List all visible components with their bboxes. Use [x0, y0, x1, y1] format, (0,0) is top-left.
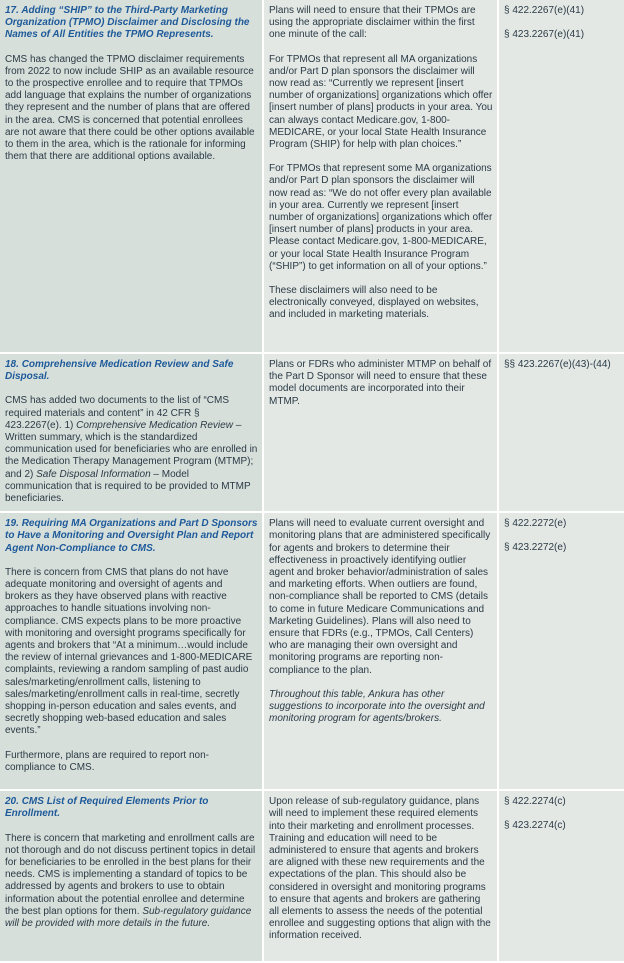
requirement-cell	[0, 791, 262, 961]
citation: § 423.2272(e)	[504, 542, 567, 554]
action-text: Plans will need to ensure that their TPMOs are using the appropriate disclaimer within the first one minute of the call:	[269, 5, 476, 41]
action-text: Plans will need to evaluate current oversight and monitoring plans that are administered specifically for agents and brokers to determine their effectiveness in proactively identifying outlier agent and broker behavior/administration of sales and marketing efforts. When outliers are found, non-compliance shall be reported to CMS (details to come in future Medicare Communications and Marketing Guidelines). Plans will also need to ensure that FDRs (e.g., TPMOs, Call Centers) who are managing their own oversight and monitoring programs are reporting non-compliance to the plan.	[269, 518, 491, 676]
action-text: For TPMOs that represent all MA organizations and/or Part D plan sponsors the disclaimer will now read as: “Currently we represent [insert number of organizations] organizations which offer [insert number of plans] products in your area. You can always contact Medicare.gov, 1-800-MEDICARE, or your local State Health Insurance Program (SHIP) for help with plan choices.”	[269, 53, 493, 151]
requirement-cell	[0, 513, 262, 789]
requirement-cell	[0, 0, 262, 352]
action-note: Throughout this table, Ankura has other suggestions to incorporate into the oversight and monitoring program for agents/brokers.	[269, 688, 485, 725]
action-cell	[264, 513, 497, 789]
table-row	[0, 513, 624, 789]
citation: § 423.2274(c)	[504, 820, 566, 832]
action-text: Plans or FDRs who administer MTMP on behalf of the Part D Sponsor will need to ensure that these model documents are incorporated into their MTMP.	[269, 359, 492, 407]
citation: § 422.2272(e)	[504, 518, 567, 530]
requirement-description: CMS has changed the TPMO disclaimer requirements from 2022 to now include SHIP as an available resource to the prospective enrollee and to require that TPMOs add language that explains the number of organizations they represent and the number of plans that are offered in the area. CMS is concerned that potential enrollees are not aware that there could be other options available to them in the area, which is the rationale for informing them that there are additional options available.	[5, 53, 255, 163]
action-cell	[264, 0, 497, 352]
action-text: For TPMOs that represent some MA organizations and/or Part D plan sponsors the disclaimer will now read as: “We do not offer every plan available in your area. Currently we represent [insert number of organizations] organizations which offer [insert number of plans] products in your area. Please contact Medicare.gov, 1-800-MEDICARE, or your local State Health Insurance Program (“SHIP”) to get information on all of your options.”	[269, 163, 493, 272]
action-text: Upon release of sub-regulatory guidance, plans will need to implement these required elements into their marketing and enrollment processes. Training and education will need to be administered to ensure that agents and brokers are aligned with these new requirements and the expectations of the plan. This should also be considered in oversight and monitoring programs to ensure that agents and brokers are gathering all elements to assess the needs of the potential enrollee and suggesting options that align with the information received.	[269, 796, 491, 942]
citation: §§ 423.2267(e)(43)-(44)	[504, 359, 611, 370]
citation-cell	[499, 354, 624, 511]
requirement-description: Furthermore, plans are required to report non-compliance to CMS.	[5, 749, 209, 773]
table-row	[0, 0, 624, 352]
action-cell	[264, 354, 497, 511]
citation-cell	[499, 0, 624, 352]
requirement-title: 18. Comprehensive Medication Review and Safe Disposal.	[5, 359, 234, 383]
citation-cell	[499, 513, 624, 789]
action-cell	[264, 791, 497, 961]
table-row	[0, 791, 624, 961]
action-text: These disclaimers will also need to be electronically conveyed, displayed on websites, and included in marketing materials.	[269, 285, 479, 321]
citation-cell	[499, 791, 624, 961]
table-row	[0, 354, 624, 511]
requirement-description: There is concern that marketing and enrollment calls are not thorough and do not discuss pertinent topics in detail for beneficiaries to be enrolled in the best plans for their needs. CMS is implementing a standard of topics to be addressed by agents and brokers to use to obtain information about the potential enrollee and determine the best plan options for them. Sub-regulatory guidance will be provided with more details in the future.	[5, 832, 256, 930]
citation: § 423.2267(e)(41)	[504, 29, 585, 41]
requirement-title: 19. Requiring MA Organizations and Part D Sponsors to Have a Monitoring and Oversight Plan and Report Agent Non-Compliance to CMS.	[5, 518, 258, 554]
citation: § 422.2274(c)	[504, 796, 566, 808]
citation: § 422.2267(e)(41)	[504, 5, 585, 16]
requirement-description: There is concern from CMS that plans do not have adequate monitoring and oversight of agents and brokers as they have observed plans with reactive approaches to handle situations involving non-compliance. CMS expects plans to be more proactive with monitoring and oversight programs specifically for agents and brokers that “At a minimum…would include the review of internal grievances and 1-800-MEDICARE complaints, reviewing a random sampling of past audio sales/marketing/enrollment calls, listening to sales/marketing/enrollment calls in real-time, secretly shopping in-person education and sales events, and secretly shopping web-based education and sales events.”	[5, 566, 253, 737]
requirement-description: CMS has added two documents to the list of “CMS required materials and content” in 42 CFR § 423.2267(e). 1) Comprehensive Medication Review – Written summary, which is the standardized communication used for beneficiaries who are enrolled in the Medication Therapy Management Program (MTMP); and 2) Safe Disposal Information – Model communication that is required to be provided to MTMP beneficiaries.	[5, 395, 258, 505]
requirement-cell	[0, 354, 262, 511]
requirement-title: 20. CMS List of Required Elements Prior to Enrollment.	[5, 796, 209, 820]
requirement-title: 17. Adding “SHIP” to the Third-Party Marketing Organization (TPMO) Disclaimer and Disclosing the Names of All Entities the TPMO Represents.	[5, 5, 250, 41]
